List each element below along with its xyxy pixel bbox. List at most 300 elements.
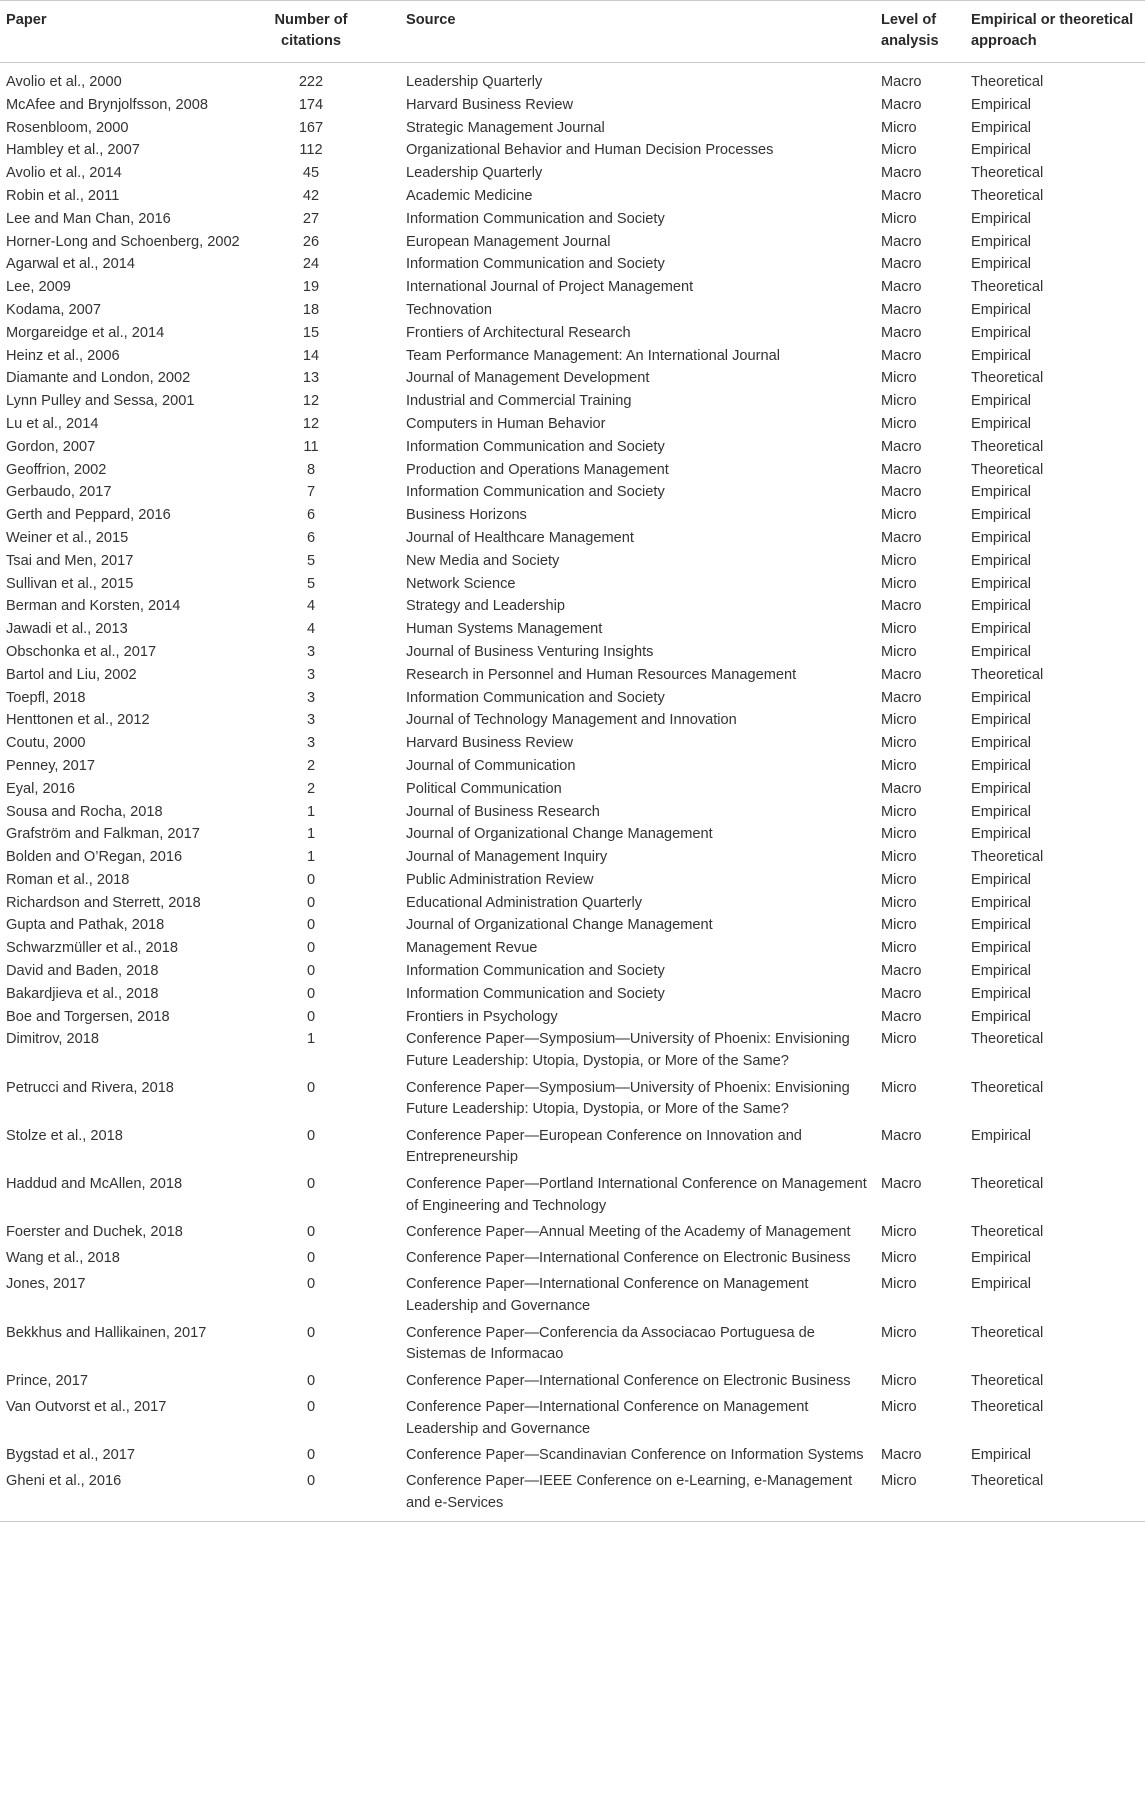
- cell-paper: Gerth and Peppard, 2016: [6, 507, 171, 524]
- cell-source: Journal of Business Research: [406, 803, 600, 820]
- cell-source: Management Revue: [406, 940, 538, 957]
- cell-source: Conference Paper—Symposium—University of Phoenix: Envisioning Future Leadership: Utopia, Dystopia, or More of the Same?: [406, 1079, 850, 1118]
- cell-citations: 27: [302, 210, 320, 227]
- cell-source: Journal of Communication: [406, 757, 576, 774]
- cell-level: Macro: [881, 438, 922, 455]
- table-row: [0, 527, 1145, 550]
- cell-approach: Empirical: [971, 689, 1032, 706]
- cell-paper: Stolze et al., 2018: [6, 1127, 123, 1144]
- cell-citations: 3: [306, 712, 316, 729]
- table-header: [0, 1, 1145, 63]
- cell-citations: 0: [306, 917, 316, 934]
- cell-paper: Heinz et al., 2006: [6, 347, 120, 364]
- cell-level: Micro: [881, 1250, 917, 1267]
- cell-approach: Empirical: [971, 826, 1032, 843]
- cell-level: Macro: [881, 256, 922, 273]
- cell-level: Micro: [881, 142, 917, 159]
- cell-level: Micro: [881, 643, 917, 660]
- cell-level: Macro: [881, 1175, 922, 1192]
- cell-level: Micro: [881, 894, 917, 911]
- header-source: Source: [400, 1, 875, 63]
- cell-level: Macro: [881, 484, 922, 501]
- table-row: [0, 778, 1145, 801]
- cell-source: Information Communication and Society: [406, 963, 665, 980]
- cell-approach: Theoretical: [971, 1031, 1044, 1048]
- table-row: [0, 596, 1145, 619]
- cell-paper: Horner-Long and Schoenberg, 2002: [6, 233, 240, 250]
- cell-source: Journal of Organizational Change Management: [406, 917, 713, 934]
- cell-citations: 3: [306, 666, 316, 683]
- cell-approach: Empirical: [971, 96, 1032, 113]
- table-row: [0, 345, 1145, 368]
- cell-approach: Empirical: [971, 917, 1032, 934]
- cell-level: Macro: [881, 233, 922, 250]
- cell-citations: 4: [306, 598, 316, 615]
- cell-approach: Theoretical: [971, 279, 1044, 296]
- cell-level: Micro: [881, 1398, 917, 1415]
- cell-approach: Theoretical: [971, 1372, 1044, 1389]
- cell-level: Micro: [881, 735, 917, 752]
- cell-level: Macro: [881, 780, 922, 797]
- cell-paper: Kodama, 2007: [6, 301, 101, 318]
- cell-approach: Theoretical: [965, 1471, 1145, 1522]
- cell-source: Leadership Quarterly: [406, 165, 543, 182]
- cell-paper: Dimitrov, 2018: [6, 1031, 99, 1048]
- cell-approach: Empirical: [971, 415, 1032, 432]
- cell-approach: Empirical: [971, 735, 1032, 752]
- cell-citations: 222: [298, 74, 324, 90]
- cell-approach: Theoretical: [971, 438, 1044, 455]
- table-row: [0, 869, 1145, 892]
- table-row: [0, 505, 1145, 528]
- cell-approach: Empirical: [971, 963, 1032, 980]
- cell-citations: 12: [302, 393, 320, 410]
- cell-approach: Empirical: [971, 347, 1032, 364]
- cell-paper: Obschonka et al., 2017: [6, 643, 157, 660]
- cell-approach: Empirical: [971, 484, 1032, 501]
- cell-source: Harvard Business Review: [406, 96, 574, 113]
- cell-source: Research in Personnel and Human Resources Management: [406, 666, 797, 683]
- cell-paper: Bartol and Liu, 2002: [6, 666, 137, 683]
- cell-source: Political Communication: [406, 780, 562, 797]
- cell-source: Harvard Business Review: [406, 735, 574, 752]
- cell-level: Micro: [881, 1276, 917, 1293]
- cell-source: Journal of Management Inquiry: [406, 849, 608, 866]
- cell-approach: Theoretical: [971, 187, 1044, 204]
- cell-approach: Empirical: [971, 1447, 1032, 1464]
- cell-citations: 42: [302, 187, 320, 204]
- cell-citations: 0: [306, 1127, 316, 1144]
- cell-level: Micro: [881, 119, 917, 136]
- cell-level: Micro: [881, 575, 917, 592]
- cell-level: Micro: [881, 552, 917, 569]
- cell-citations: 1: [306, 826, 316, 843]
- cell-level: Macro: [881, 461, 922, 478]
- table-row: [0, 299, 1145, 322]
- header-approach: Empirical or theoretical approach: [965, 1, 1145, 63]
- cell-level: Micro: [881, 849, 917, 866]
- cell-source: Frontiers in Psychology: [406, 1008, 558, 1025]
- cell-citations: 26: [302, 233, 320, 250]
- table-row: [0, 254, 1145, 277]
- cell-paper: Gupta and Pathak, 2018: [6, 917, 165, 934]
- cell-source: Academic Medicine: [406, 187, 533, 204]
- table-row: [0, 482, 1145, 505]
- cell-level: Macro: [881, 347, 922, 364]
- cell-approach: Theoretical: [971, 1223, 1044, 1240]
- cell-approach: Empirical: [971, 598, 1032, 615]
- cell-paper: Avolio et al., 2000: [6, 74, 122, 90]
- cell-source: Conference Paper—IEEE Conference on e-Learning, e-Management and e-Services: [400, 1471, 875, 1522]
- cell-paper: Prince, 2017: [6, 1372, 88, 1389]
- cell-level: Micro: [881, 210, 917, 227]
- cell-approach: Empirical: [971, 780, 1032, 797]
- cell-approach: Empirical: [971, 1276, 1032, 1293]
- cell-level: Macro: [881, 324, 922, 341]
- table-row: [0, 231, 1145, 254]
- cell-citations: 0: [306, 894, 316, 911]
- cell-citations: 0: [306, 1372, 316, 1389]
- cell-citations: 0: [306, 985, 316, 1002]
- cell-citations: 18: [302, 301, 320, 318]
- cell-source: Conference Paper—International Conference on Management Leadership and Governance: [406, 1276, 809, 1315]
- cell-paper: Geoffrion, 2002: [6, 461, 107, 478]
- cell-approach: Empirical: [971, 142, 1032, 159]
- table-row: [0, 915, 1145, 938]
- table-row: [0, 1077, 1145, 1125]
- cell-citations: 0: [306, 963, 316, 980]
- table-row: [0, 801, 1145, 824]
- cell-source: Information Communication and Society: [406, 438, 665, 455]
- table-row: [0, 1322, 1145, 1370]
- cell-source: Human Systems Management: [406, 621, 603, 638]
- cell-level: Macro: [881, 1008, 922, 1025]
- cell-source: Information Communication and Society: [406, 985, 665, 1002]
- cell-source: Industrial and Commercial Training: [406, 393, 632, 410]
- cell-approach: Empirical: [971, 119, 1032, 136]
- cell-citations: 3: [306, 643, 316, 660]
- table-row: [0, 391, 1145, 414]
- cell-source: Journal of Organizational Change Management: [406, 826, 713, 843]
- cell-approach: Theoretical: [971, 1175, 1044, 1192]
- cell-citations: 7: [306, 484, 316, 501]
- cell-citations: 167: [298, 119, 324, 136]
- table-row: [0, 733, 1145, 756]
- table-row: [0, 1396, 1145, 1444]
- table-row: [0, 368, 1145, 391]
- cell-approach: Empirical: [971, 393, 1032, 410]
- cell-source: Conference Paper—European Conference on Innovation and Entrepreneurship: [406, 1127, 802, 1166]
- cell-paper: Henttonen et al., 2012: [6, 712, 150, 729]
- cell-level: Micro: [881, 393, 917, 410]
- cell-citations: 0: [306, 1250, 316, 1267]
- cell-approach: Empirical: [971, 803, 1032, 820]
- cell-source: Information Communication and Society: [406, 689, 665, 706]
- cell-level: Micro: [881, 1324, 917, 1341]
- cell-citations: 1: [306, 803, 316, 820]
- cell-paper: Foerster and Duchek, 2018: [6, 1223, 183, 1240]
- cell-approach: Empirical: [971, 324, 1032, 341]
- table-row: [0, 413, 1145, 436]
- cell-paper: Bekkhus and Hallikainen, 2017: [6, 1324, 207, 1341]
- cell-approach: Empirical: [971, 210, 1032, 227]
- cell-paper: Avolio et al., 2014: [6, 165, 122, 182]
- cell-approach: Empirical: [971, 529, 1032, 546]
- cell-paper: Gheni et al., 2016: [0, 1471, 270, 1522]
- cell-paper: Gordon, 2007: [6, 438, 96, 455]
- cell-level: Micro: [881, 757, 917, 774]
- table-row: [0, 664, 1145, 687]
- cell-citations: 0: [306, 1324, 316, 1341]
- cell-level: Macro: [881, 74, 922, 90]
- table-row: [0, 573, 1145, 596]
- cell-citations: 5: [306, 552, 316, 569]
- cell-approach: Empirical: [971, 1008, 1032, 1025]
- table-row: [0, 1248, 1145, 1274]
- table-row: [0, 1274, 1145, 1322]
- cell-approach: Empirical: [971, 552, 1032, 569]
- table-row: [0, 961, 1145, 984]
- cell-level: Macro: [881, 279, 922, 296]
- cell-paper: Petrucci and Rivera, 2018: [6, 1079, 174, 1096]
- cell-approach: Empirical: [971, 712, 1032, 729]
- cell-approach: Empirical: [971, 871, 1032, 888]
- cell-source: Information Communication and Society: [406, 256, 665, 273]
- cell-source: Production and Operations Management: [406, 461, 669, 478]
- cell-level: Micro: [881, 712, 917, 729]
- cell-paper: Toepfl, 2018: [6, 689, 86, 706]
- table-row: [0, 1125, 1145, 1173]
- cell-citations: 45: [302, 165, 320, 182]
- cell-source: Conference Paper—Portland International Conference on Management of Engineering and Technology: [406, 1175, 867, 1214]
- cell-source: Conference Paper—Symposium—University of Phoenix: Envisioning Future Leadership: Utopia, Dystopia, or More of the Same?: [406, 1031, 850, 1070]
- header-paper: Paper: [0, 1, 270, 63]
- cell-citations: 1: [306, 1031, 316, 1048]
- header-row: [0, 1, 1145, 63]
- cell-level: Micro: [881, 415, 917, 432]
- cell-citations: 174: [298, 96, 324, 113]
- table-body: [0, 63, 1145, 1522]
- cell-citations: 2: [306, 780, 316, 797]
- cell-paper: Wang et al., 2018: [6, 1250, 120, 1267]
- cell-level: Micro: [881, 940, 917, 957]
- cell-source: Strategy and Leadership: [406, 598, 566, 615]
- cell-paper: Lee, 2009: [6, 279, 71, 296]
- table-row: [0, 687, 1145, 710]
- cell-paper: Agarwal et al., 2014: [6, 256, 135, 273]
- cell-approach: Empirical: [971, 894, 1032, 911]
- table-row: [0, 938, 1145, 961]
- table-row: [0, 459, 1145, 482]
- table-row: [0, 619, 1145, 642]
- cell-paper: Bakardjieva et al., 2018: [6, 985, 159, 1002]
- cell-citations: 24: [302, 256, 320, 273]
- cell-approach: Empirical: [971, 256, 1032, 273]
- cell-paper: Berman and Korsten, 2014: [6, 598, 181, 615]
- cell-citations: 0: [306, 1398, 316, 1415]
- table-row: [0, 755, 1145, 778]
- cell-paper: Hambley et al., 2007: [6, 142, 140, 159]
- cell-paper: Penney, 2017: [6, 757, 95, 774]
- cell-paper: McAfee and Brynjolfsson, 2008: [6, 96, 208, 113]
- cell-level: Macro: [881, 165, 922, 182]
- cell-paper: Bygstad et al., 2017: [6, 1447, 135, 1464]
- cell-paper: Robin et al., 2011: [6, 187, 120, 204]
- cell-source: Journal of Business Venturing Insights: [406, 643, 654, 660]
- cell-source: Computers in Human Behavior: [406, 415, 606, 432]
- cell-level: Micro: [881, 507, 917, 524]
- cell-source: Technovation: [406, 301, 493, 318]
- cell-paper: Roman et al., 2018: [6, 871, 130, 888]
- cell-citations: 0: [306, 1276, 316, 1293]
- header-citations: Number of citations: [270, 1, 400, 63]
- cell-approach: Empirical: [971, 507, 1032, 524]
- cell-citations: 11: [303, 438, 319, 455]
- cell-level: Macro: [881, 1447, 922, 1464]
- cell-approach: Theoretical: [971, 1324, 1044, 1341]
- cell-approach: Empirical: [971, 643, 1032, 660]
- cell-source: Conference Paper—International Conference on Electronic Business: [406, 1250, 851, 1267]
- table-row: [0, 1445, 1145, 1471]
- table-row: [0, 117, 1145, 140]
- cell-source: Conference Paper—Annual Meeting of the Academy of Management: [406, 1223, 851, 1240]
- table-row: [0, 185, 1145, 208]
- cell-level: Macro: [881, 689, 922, 706]
- cell-level: Micro: [881, 803, 917, 820]
- cell-approach: Empirical: [971, 575, 1032, 592]
- table-row: [0, 140, 1145, 163]
- cell-source: Educational Administration Quarterly: [406, 894, 643, 911]
- cell-level: Micro: [875, 1471, 965, 1522]
- cell-paper: Van Outvorst et al., 2017: [6, 1398, 167, 1415]
- cell-paper: Haddud and McAllen, 2018: [6, 1175, 183, 1192]
- table-row: [0, 208, 1145, 231]
- cell-level: Macro: [881, 666, 922, 683]
- table-row: [0, 1221, 1145, 1247]
- cell-paper: Jawadi et al., 2013: [6, 621, 128, 638]
- table-row: [0, 94, 1145, 117]
- cell-level: Micro: [881, 1079, 917, 1096]
- cell-citations: 19: [302, 279, 320, 296]
- cell-citations: 0: [306, 871, 316, 888]
- cell-citations: 0: [306, 1447, 316, 1464]
- cell-citations: 3: [306, 689, 316, 706]
- cell-level: Macro: [881, 985, 922, 1002]
- cell-paper: Bolden and O’Regan, 2016: [6, 849, 183, 866]
- cell-level: Macro: [881, 96, 922, 113]
- cell-source: Information Communication and Society: [406, 210, 665, 227]
- cell-approach: Empirical: [971, 621, 1032, 638]
- cell-approach: Empirical: [971, 1127, 1032, 1144]
- cell-source: Information Communication and Society: [406, 484, 665, 501]
- cell-level: Macro: [881, 598, 922, 615]
- cell-level: Micro: [881, 1031, 917, 1048]
- cell-citations: 1: [306, 849, 316, 866]
- cell-citations: 3: [306, 735, 316, 752]
- table-row: [0, 847, 1145, 870]
- cell-level: Micro: [881, 1223, 917, 1240]
- cell-source: Business Horizons: [406, 507, 527, 524]
- cell-source: Conference Paper—International Conference on Electronic Business: [406, 1372, 851, 1389]
- cell-approach: Theoretical: [971, 165, 1044, 182]
- cell-paper: Coutu, 2000: [6, 735, 86, 752]
- cell-approach: Empirical: [971, 233, 1032, 250]
- cell-level: Micro: [881, 621, 917, 638]
- cell-citations: 12: [302, 415, 320, 432]
- cell-source: Team Performance Management: An International Journal: [406, 347, 780, 364]
- cell-source: Conference Paper—Scandinavian Conference on Information Systems: [406, 1447, 864, 1464]
- cell-citations: 14: [302, 347, 320, 364]
- cell-citations: 0: [306, 1223, 316, 1240]
- cell-citations: 2: [306, 757, 316, 774]
- cell-level: Macro: [881, 529, 922, 546]
- cell-source: New Media and Society: [406, 552, 560, 569]
- table-row: [0, 550, 1145, 573]
- cell-source: Journal of Healthcare Management: [406, 529, 634, 546]
- cell-approach: Empirical: [971, 1250, 1032, 1267]
- cell-citations: 5: [306, 575, 316, 592]
- table-row: [0, 63, 1145, 95]
- table-row: [0, 1006, 1145, 1029]
- cell-level: Macro: [881, 187, 922, 204]
- cell-citations: 0: [306, 1079, 316, 1096]
- cell-paper: Grafström and Falkman, 2017: [6, 826, 200, 843]
- table-row: [0, 892, 1145, 915]
- cell-level: Micro: [881, 826, 917, 843]
- cell-paper: Weiner et al., 2015: [6, 529, 129, 546]
- cell-approach: Theoretical: [971, 461, 1044, 478]
- cell-paper: Boe and Torgersen, 2018: [6, 1008, 170, 1025]
- cell-approach: Theoretical: [971, 1079, 1044, 1096]
- cell-approach: Empirical: [971, 940, 1032, 957]
- cell-citations: 6: [306, 507, 316, 524]
- cell-paper: Richardson and Sterrett, 2018: [6, 894, 201, 911]
- table-row: [0, 322, 1145, 345]
- table-row: [0, 1370, 1145, 1396]
- cell-approach: Empirical: [971, 757, 1032, 774]
- cell-paper: Jones, 2017: [6, 1276, 86, 1293]
- cell-citations: 6: [306, 529, 316, 546]
- cell-paper: Lynn Pulley and Sessa, 2001: [6, 393, 195, 410]
- cell-paper: Sullivan et al., 2015: [6, 575, 134, 592]
- cell-paper: David and Baden, 2018: [6, 963, 159, 980]
- cell-source: Frontiers of Architectural Research: [406, 324, 631, 341]
- table-row: [0, 710, 1145, 733]
- cell-citations: 0: [306, 940, 316, 957]
- cell-source: Conference Paper—International Conference on Management Leadership and Governance: [406, 1398, 809, 1437]
- cell-citations: 4: [306, 621, 316, 638]
- cell-citations: 15: [302, 324, 320, 341]
- cell-approach: Theoretical: [971, 1398, 1044, 1415]
- cell-approach: Theoretical: [971, 370, 1044, 387]
- cell-paper: Tsai and Men, 2017: [6, 552, 134, 569]
- cell-approach: Empirical: [971, 985, 1032, 1002]
- cell-citations: 0: [306, 1175, 316, 1192]
- cell-source: Leadership Quarterly: [406, 74, 543, 90]
- cell-paper: Schwarzmüller et al., 2018: [6, 940, 178, 957]
- cell-source: Journal of Technology Management and Innovation: [406, 712, 737, 729]
- cell-source: Organizational Behavior and Human Decision Processes: [406, 142, 774, 159]
- cell-approach: Theoretical: [971, 849, 1044, 866]
- cell-paper: Morgareidge et al., 2014: [6, 324, 165, 341]
- cell-paper: Lu et al., 2014: [6, 415, 99, 432]
- cell-paper: Sousa and Rocha, 2018: [6, 803, 163, 820]
- table-row: [0, 277, 1145, 300]
- cell-level: Micro: [881, 917, 917, 934]
- cell-source: International Journal of Project Management: [406, 279, 694, 296]
- cell-level: Micro: [881, 871, 917, 888]
- cell-citations: 0: [306, 1008, 316, 1025]
